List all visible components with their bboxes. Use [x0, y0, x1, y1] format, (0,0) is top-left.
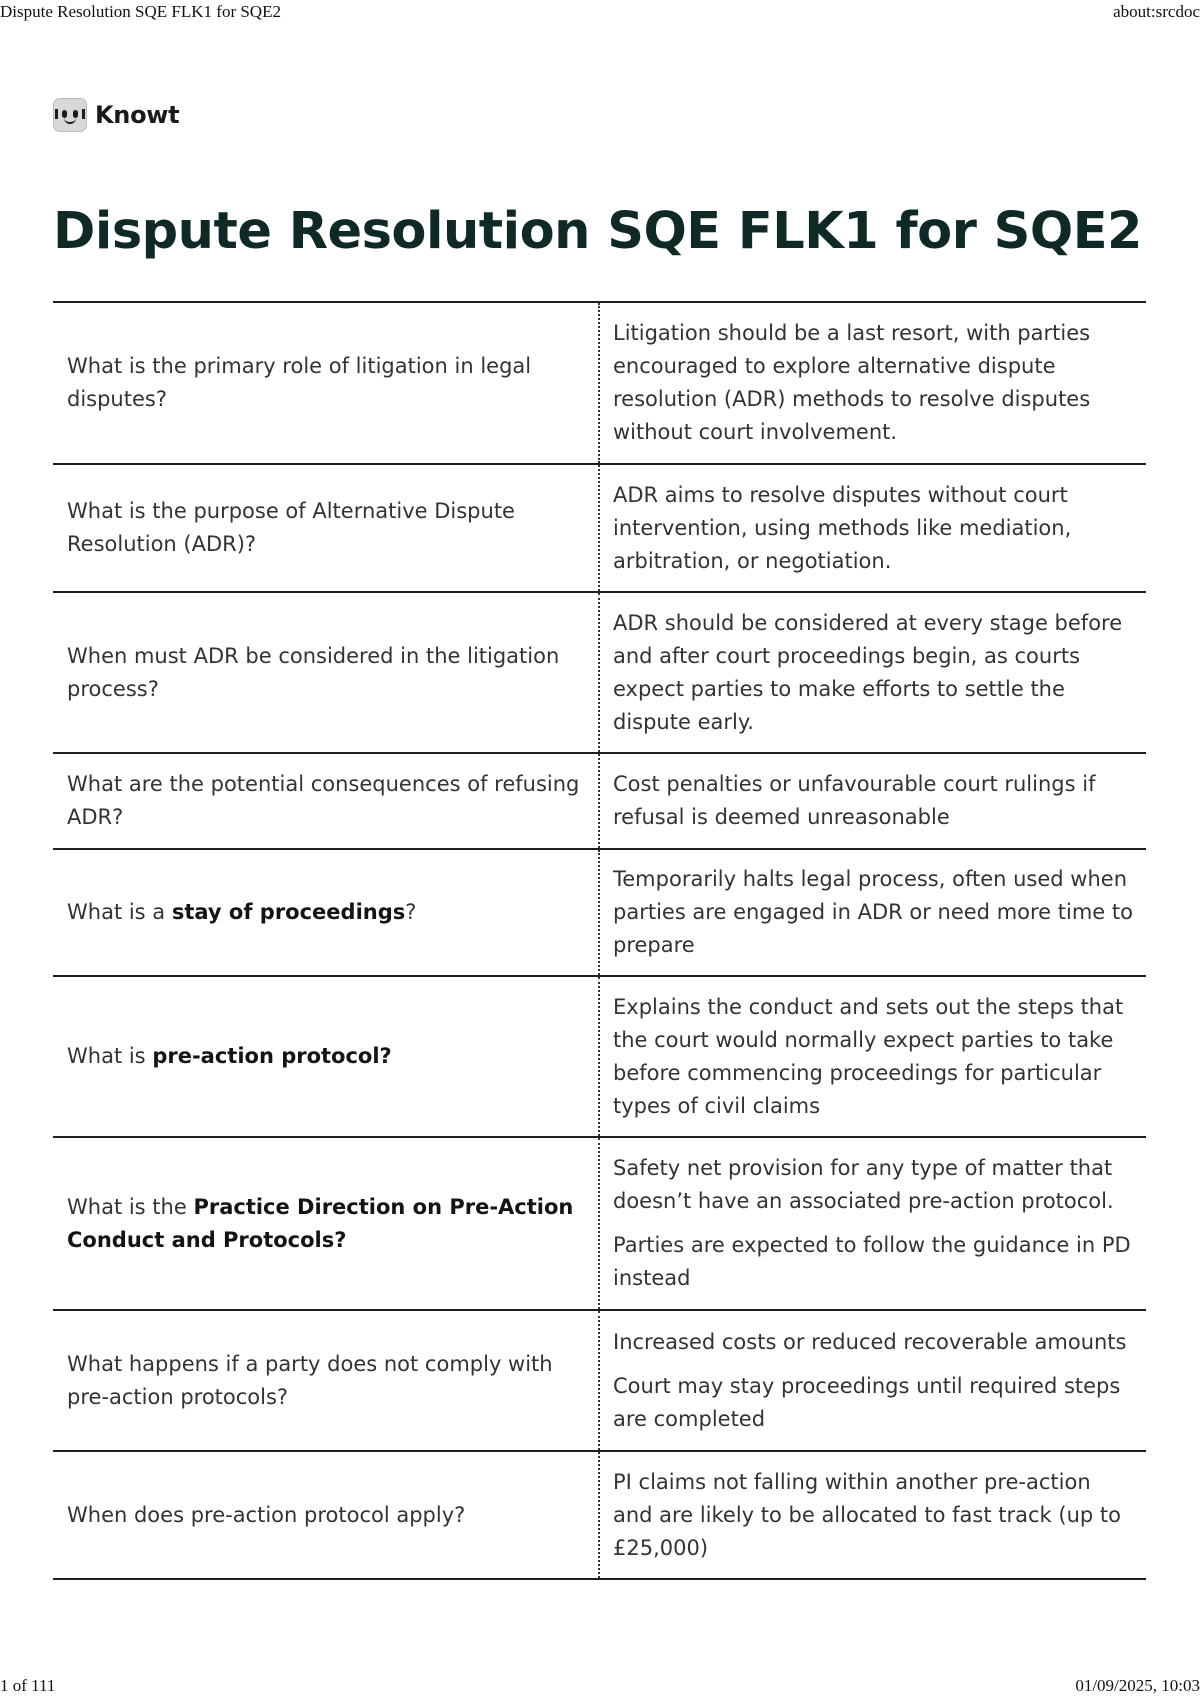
flashcard-term: What happens if a party does not comply with pre-action protocols? [53, 1310, 599, 1451]
brand[interactable] [53, 96, 179, 134]
flashcard-term: When must ADR be considered in the litigation process? [53, 592, 599, 753]
page-title: Dispute Resolution SQE FLK1 for SQE2 [53, 202, 1143, 261]
flashcard-definition: ADR should be considered at every stage before and after court proceedings begin, as courts expect parties to make efforts to settle the dispute early. [599, 592, 1146, 753]
flashcard-row [53, 1310, 1146, 1451]
flashcard-definition: Cost penalties or unfavourable court rulings if refusal is deemed unreasonable [599, 753, 1146, 849]
flashcard-row [53, 592, 1146, 753]
print-footer [0, 1676, 1200, 1696]
flashcard-definition: Temporarily halts legal process, often used when parties are engaged in ADR or need more time to prepare [599, 849, 1146, 976]
flashcard-term: What is a stay of proceedings? [53, 849, 599, 976]
flashcard-row [53, 1451, 1146, 1579]
flashcard-table [53, 301, 1146, 1580]
flashcard-row [53, 302, 1146, 464]
print-footer-datetime: 01/09/2025, 10:03 [1075, 1676, 1200, 1695]
print-header [0, 2, 1200, 22]
brand-name: Knowt [95, 101, 180, 129]
print-header-title: Dispute Resolution SQE FLK1 for SQE2 [0, 2, 281, 21]
print-footer-page: 1 of 111 [0, 1676, 56, 1695]
flashcard-definition: Safety net provision for any type of matter that doesn’t have an associated pre-action protocol. Parties are expected to follow the guidance in PD instead [599, 1137, 1146, 1310]
flashcard-term: What is the purpose of Alternative Dispute Resolution (ADR)? [53, 464, 599, 592]
print-header-url: about:srcdoc [1113, 2, 1200, 21]
flashcard-definition: Litigation should be a last resort, with parties encouraged to explore alternative dispute resolution (ADR) methods to resolve disputes without court involvement. [599, 302, 1146, 464]
flashcard-row [53, 976, 1146, 1137]
flashcard-definition: PI claims not falling within another pre-action and are likely to be allocated to fast track (up to £25,000) [599, 1451, 1146, 1579]
flashcard-term: What is pre-action protocol? [53, 976, 599, 1137]
flashcard-row [53, 849, 1146, 976]
flashcard-term: What are the potential consequences of refusing ADR? [53, 753, 599, 849]
flashcard-row [53, 1137, 1146, 1310]
flashcard-term: When does pre-action protocol apply? [53, 1451, 599, 1579]
flashcard-definition: Explains the conduct and sets out the steps that the court would normally expect parties to take before commencing proceedings for particular types of civil claims [599, 976, 1146, 1137]
flashcard-row [53, 753, 1146, 849]
flashcard-term: What is the Practice Direction on Pre-Action Conduct and Protocols? [53, 1137, 599, 1310]
flashcard-rows [53, 302, 1146, 1579]
smiley-face-icon [53, 98, 87, 132]
flashcard-term: What is the primary role of litigation in legal disputes? [53, 302, 599, 464]
flashcard-row [53, 464, 1146, 592]
flashcard-definition: ADR aims to resolve disputes without court intervention, using methods like mediation, arbitration, or negotiation. [599, 464, 1146, 592]
flashcard-definition: Increased costs or reduced recoverable amounts Court may stay proceedings until required steps are completed [599, 1310, 1146, 1451]
